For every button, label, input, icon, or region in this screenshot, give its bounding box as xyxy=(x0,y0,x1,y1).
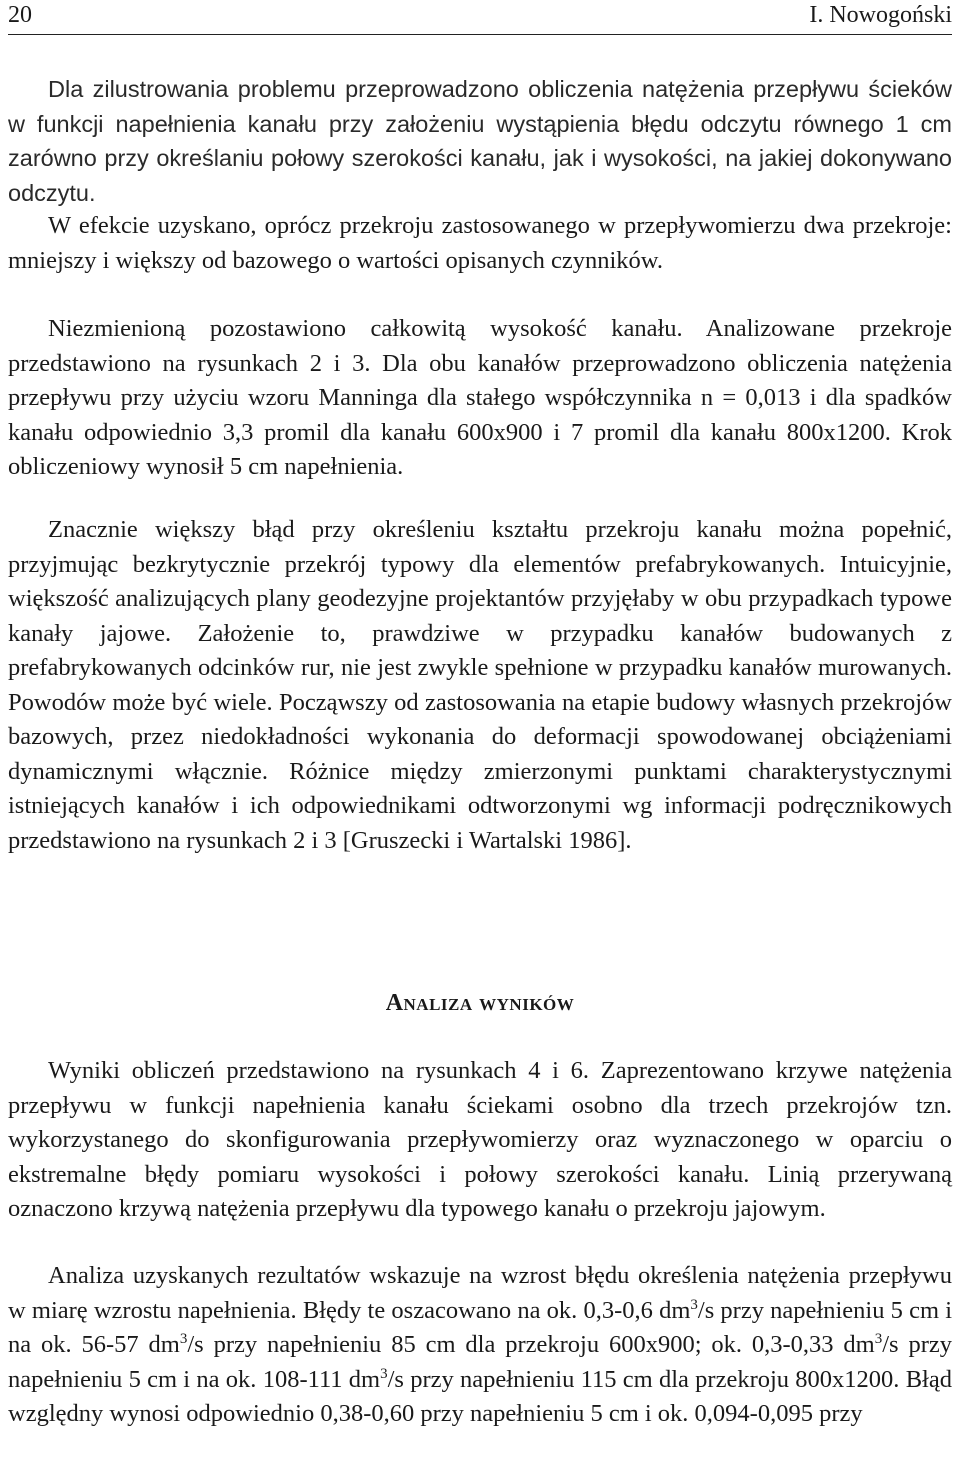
section-heading: Analiza wyników xyxy=(385,990,575,1016)
paragraph-4: Znacznie większy błąd przy określeniu kształtu przekroju kanału można popełnić, przyjmując bezkrytycznie przekrój typowy dla elementów prefabrykowanych. Intuicyjnie, większość analizujących plany geodezyjne projektantów przyjęłaby w obu przypadkach typowe kanały jajowe. Założenie to, prawdziwe w przypadku kanałów budowanych z prefabrykowanych odcinków rur, nie jest zwykle spełnione w przypadku kanałów murowanych. Powodów może być wiele. Począwszy od zastosowania na etapie budowy własnych przekrojów bazowych, przez niedokładności wykonania do deformacji spowodowanej obciążeniami dynamicznymi włącznie. Różnice między zmierzonymi punktami charakterystycznymi istniejących kanałów i ich odpowiednikami odtworzonymi wg informacji podręcznikowych przedstawiono na rysunkach 2 i 3 [Gruszecki i Wartalski 1986]. xyxy=(8,516,952,854)
superscript: 3 xyxy=(179,1331,188,1347)
paragraph-2: W efekcie uzyskano, oprócz przekroju zastosowanego w przepływomierzu dwa przekroje: mniejszy i większy od bazowego o wartości opisanych czynników. xyxy=(8,212,952,274)
running-author: I. Nowogoński xyxy=(809,2,952,28)
paragraph-3: Niezmienioną pozostawiono całkowitą wysokość kanału. Analizowane przekroje przedstawiono na rysunkach 2 i 3. Dla obu kanałów przeprowadzono obliczenia natężenia przepływu przy użyciu wzoru Manninga dla stałego współczynnika n = 0,013 i dla spadków kanału odpowiednio 3,3 promil dla kanału 600x900 i 7 promil dla kanału 800x1200. Krok obliczeniowy wynosił 5 cm napełnienia. xyxy=(8,315,952,480)
paragraph-6-text: /s przy napełnieniu 85 cm dla przekroju 600x900; ok. 0,3-0,33 dm xyxy=(187,1331,875,1358)
paragraph-6-text: Analiza uzyskanych rezultatów wskazuje na wzrost błędu określenia natężenia przepływu w miarę wzrostu napełnienia. Błędy te oszacowano na ok. 0,3-0,6 dm xyxy=(8,1262,952,1324)
paragraph-6-text: /s przy napełnieniu 5 cm i na ok. 108-111 dm xyxy=(8,1331,953,1393)
page-number: 20 xyxy=(8,2,32,28)
paragraph-6 xyxy=(8,1259,952,1432)
superscript: 3 xyxy=(690,1296,698,1313)
paragraph-5: Wyniki obliczeń przedstawiono na rysunkach 4 i 6. Zaprezentowano krzywe natężenia przepływu w funkcji napełnienia kanału ściekami osobno dla trzech przekrojów tzn. wykorzystanego do skonfigurowania przepływomierzy oraz wyznaczonego w oparciu o ekstremalne błędy pomiaru wysokości i połowy szerokości kanału. Linią przerywaną oznaczono krzywą natężenia przepływu dla typowego kanału o przekroju jajowym. xyxy=(8,1057,952,1222)
paragraph-6-text: /s przy napełnieniu 115 cm dla przekroju 800x1200. Błąd względny wynosi odpowiednio 0,38-0,60 przy napełnieniu 5 cm i ok. 0,094-0,095 przy xyxy=(8,1365,952,1427)
running-header xyxy=(8,0,952,35)
paragraph-1: Dla zilustrowania problemu przeprowadzono obliczenia natężenia przepływu ścieków w funkcji napełnienia kanału przy założeniu wystąpienia błędu odczytu równego 1 cm zarówno przy określaniu połowy szerokości kanału, jak i wysokości, na jakiej dokonywano odczytu. xyxy=(8,76,952,206)
paragraph-6-text: /s przy napełnieniu 5 cm i na ok. 56-57 dm xyxy=(8,1296,953,1358)
superscript: 3 xyxy=(874,1331,883,1347)
superscript: 3 xyxy=(380,1365,388,1382)
